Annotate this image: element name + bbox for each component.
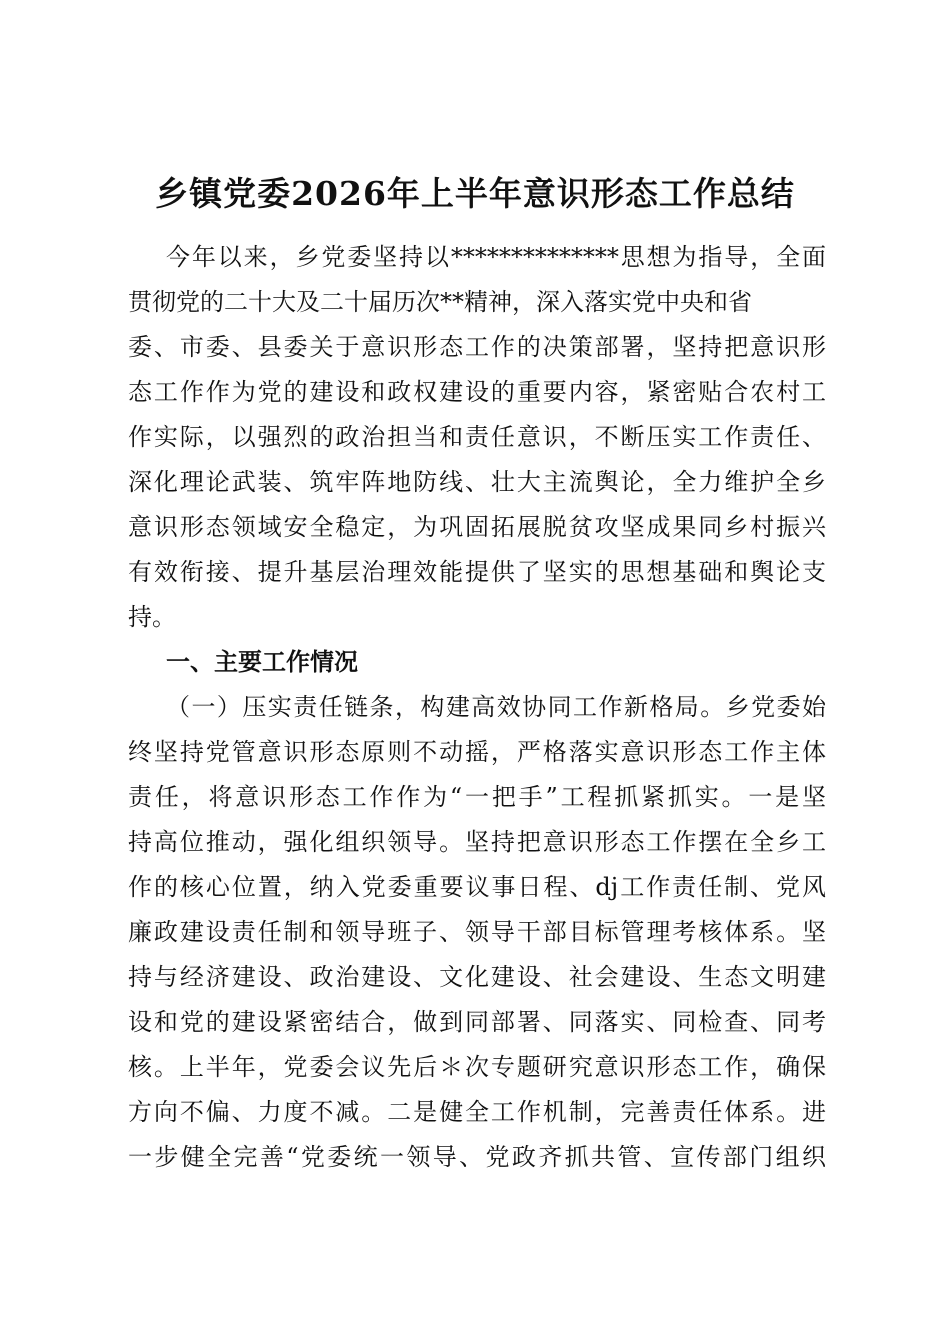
paragraph-line-5: 作实际，以强烈的政治担当和责任意识，不断压实工作责任、	[128, 423, 826, 451]
paragraph-line-4: 态工作作为党的建设和政权建设的重要内容，紧密贴合农村工	[128, 378, 826, 406]
paragraph-line-16: 持与经济建设、政治建设、文化建设、社会建设、生态文明建	[128, 963, 826, 991]
paragraph-line-12: 责任，将意识形态工作作为“一把手”工程抓紧抓实。一是坚	[128, 783, 826, 811]
section-heading: 一、主要工作情况	[166, 647, 358, 676]
paragraph-line-13: 持高位推动，强化组织领导。坚持把意识形态工作摆在全乡工	[128, 828, 826, 856]
paragraph-line-11: 终坚持党管意识形态原则不动摇，严格落实意识形态工作主体	[128, 738, 826, 766]
paragraph-line-8: 有效衔接、提升基层治理效能提供了坚实的思想基础和舆论支	[128, 558, 826, 586]
paragraph-line-10: （一）压实责任链条，构建高效协同工作新格局。乡党委始	[166, 693, 826, 721]
paragraph-line-6: 深化理论武装、筑牢阵地防线、壮大主流舆论，全力维护全乡	[128, 468, 826, 496]
paragraph-line-20: 一步健全完善“党委统一领导、党政齐抓共管、宣传部门组织	[128, 1143, 826, 1171]
paragraph-line-14: 作的核心位置，纳入党委重要议事日程、dj工作责任制、党风	[128, 873, 826, 901]
paragraph-line-15: 廉政建设责任制和领导班子、领导干部目标管理考核体系。坚	[128, 918, 826, 946]
paragraph-line-2: 贯彻党的二十大及二十届历次**精神，深入落实党中央和省	[128, 288, 752, 316]
document-title: 乡镇党委2026年上半年意识形态工作总结	[155, 174, 795, 213]
paragraph-line-18: 核。上半年，党委会议先后＊次专题研究意识形态工作，确保	[128, 1053, 826, 1081]
paragraph-line-7: 意识形态领域安全稳定，为巩固拓展脱贫攻坚成果同乡村振兴	[128, 513, 826, 541]
paragraph-line-17: 设和党的建设紧密结合，做到同部署、同落实、同检查、同考	[128, 1008, 826, 1036]
paragraph-line-3: 委、市委、县委关于意识形态工作的决策部署，坚持把意识形	[128, 333, 826, 361]
paragraph-line-9: 持。	[128, 603, 176, 631]
paragraph-line-19: 方向不偏、力度不减。二是健全工作机制，完善责任体系。进	[128, 1098, 826, 1126]
paragraph-line-1: 今年以来，乡党委坚持以**************思想为指导，全面	[166, 243, 826, 271]
